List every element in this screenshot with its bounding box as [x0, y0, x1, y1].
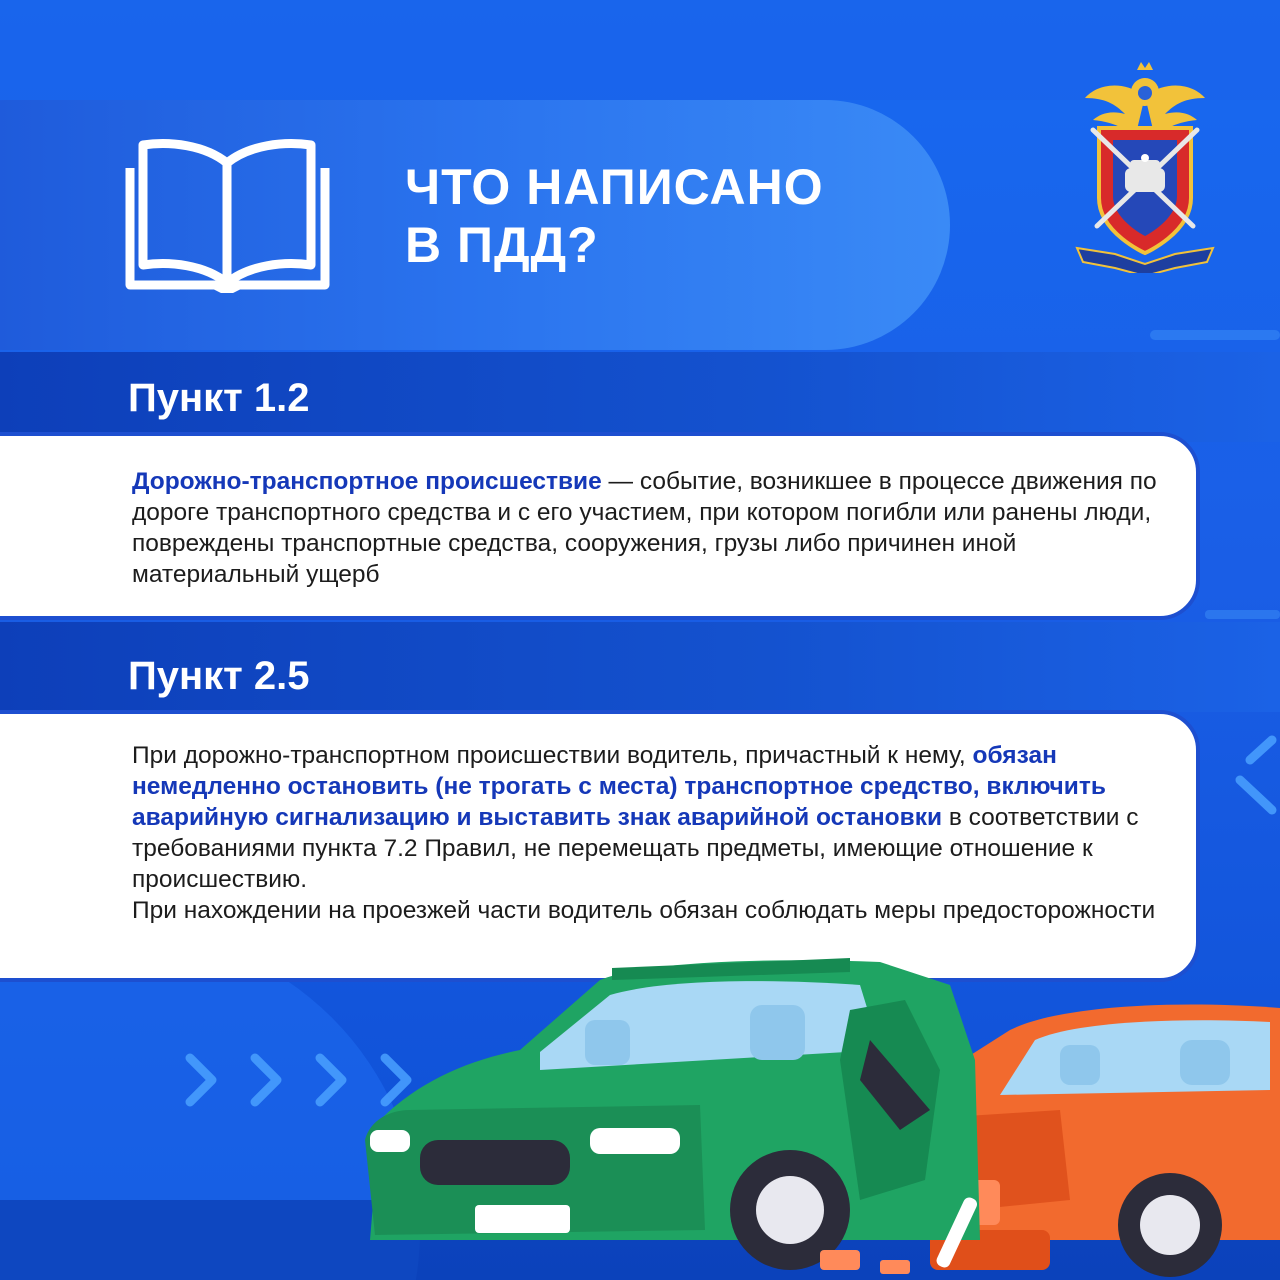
- section-1-term: Дорожно-транспортное происшествие: [132, 468, 602, 495]
- section-1-card: [0, 432, 1200, 620]
- section-2-text: [132, 740, 1166, 926]
- green-car: [365, 958, 980, 1270]
- page-title: [405, 158, 824, 274]
- section-1-definition: — событие, возникшее в процессе движения по дороге транспортного средства и с его участием, при котором погибли или ранены люди, повреждены транспортные средства, сооружения, грузы либо причинен иной материальный ущерб: [132, 468, 1157, 588]
- section-1-title: Пункт 1.2: [128, 376, 310, 420]
- section-1-text: [132, 466, 1166, 590]
- section-2-obligation: обязан немедленно остановить (не трогать с места) транспортное средство, включить аварийную сигнализацию и выставить знак аварийной остановки: [132, 742, 1106, 831]
- section-2-precaution: При нахождении на проезжей части водитель обязан соблюдать меры предосторожности: [132, 897, 1156, 924]
- section-2-rule-reference: в соответствии с требованиями пункта 7.2 Правил, не перемещать предметы, имеющие отношение к происшествию.: [132, 804, 1139, 893]
- section-2-intro: При дорожно-транспортном происшествии водитель, причастный к нему,: [132, 742, 973, 769]
- car-collision-illustration: [0, 900, 1280, 1280]
- traffic-police-emblem: [1075, 48, 1215, 273]
- open-book-icon: [125, 133, 330, 293]
- title-line-1: ЧТО НАПИСАНО: [405, 159, 824, 215]
- section-2-title: Пункт 2.5: [128, 654, 310, 698]
- title-line-2: В ПДД?: [405, 217, 599, 273]
